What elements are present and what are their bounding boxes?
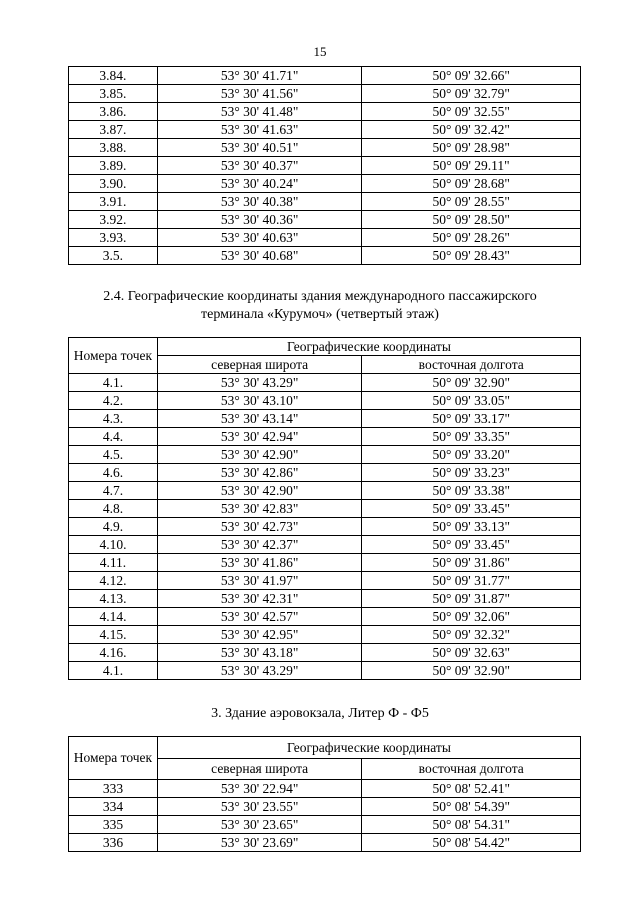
table-row <box>69 157 581 175</box>
point-number-cell: 336 <box>69 834 158 852</box>
point-number-cell: 4.11. <box>69 554 158 572</box>
longitude-header: восточная долгота <box>362 759 581 780</box>
latitude-cell: 53° 30' 40.36" <box>157 211 362 229</box>
table-row <box>69 193 581 211</box>
latitude-cell: 53° 30' 40.63" <box>157 229 362 247</box>
point-number-cell: 3.90. <box>69 175 158 193</box>
point-number-cell: 335 <box>69 816 158 834</box>
table-row <box>69 392 581 410</box>
table-row <box>69 85 581 103</box>
table-row <box>69 374 581 392</box>
point-number-cell: 4.3. <box>69 410 158 428</box>
table-row <box>69 626 581 644</box>
point-number-cell: 4.7. <box>69 482 158 500</box>
longitude-cell: 50° 09' 32.90" <box>362 662 581 680</box>
point-number-cell: 4.12. <box>69 572 158 590</box>
point-number-cell: 3.86. <box>69 103 158 121</box>
section-heading-2-4 <box>0 288 640 324</box>
point-number-cell: 4.14. <box>69 608 158 626</box>
table-row <box>69 121 581 139</box>
longitude-cell: 50° 08' 54.42" <box>362 834 581 852</box>
latitude-cell: 53° 30' 41.56" <box>157 85 362 103</box>
latitude-cell: 53° 30' 43.29" <box>157 662 362 680</box>
longitude-cell: 50° 09' 33.05" <box>362 392 581 410</box>
table-row <box>69 572 581 590</box>
table-row <box>69 211 581 229</box>
table-row <box>69 247 581 265</box>
latitude-cell: 53° 30' 40.37" <box>157 157 362 175</box>
points-header: Номера точек <box>69 338 158 374</box>
latitude-cell: 53° 30' 43.14" <box>157 410 362 428</box>
latitude-cell: 53° 30' 40.24" <box>157 175 362 193</box>
point-number-cell: 4.16. <box>69 644 158 662</box>
longitude-cell: 50° 09' 28.43" <box>362 247 581 265</box>
latitude-cell: 53° 30' 41.86" <box>157 554 362 572</box>
table-row <box>69 229 581 247</box>
coords-header: Географические координаты <box>157 737 580 759</box>
table-row <box>69 608 581 626</box>
section-heading-3: 3. Здание аэровокзала, Литер Ф - Ф5 <box>211 706 429 721</box>
latitude-cell: 53° 30' 42.90" <box>157 482 362 500</box>
table-row <box>69 139 581 157</box>
coordinates-table-terminal <box>68 337 581 680</box>
coordinates-table-building <box>68 736 581 852</box>
table-row <box>69 464 581 482</box>
longitude-cell: 50° 09' 33.35" <box>362 428 581 446</box>
point-number-cell: 3.84. <box>69 67 158 85</box>
longitude-cell: 50° 09' 32.63" <box>362 644 581 662</box>
point-number-cell: 4.15. <box>69 626 158 644</box>
latitude-cell: 53° 30' 42.31" <box>157 590 362 608</box>
page-number: 15 <box>313 44 327 59</box>
latitude-cell: 53° 30' 40.68" <box>157 247 362 265</box>
longitude-cell: 50° 09' 33.20" <box>362 446 581 464</box>
point-number-cell: 4.8. <box>69 500 158 518</box>
latitude-cell: 53° 30' 42.94" <box>157 428 362 446</box>
latitude-cell: 53° 30' 42.90" <box>157 446 362 464</box>
longitude-cell: 50° 08' 52.41" <box>362 780 581 798</box>
longitude-header: восточная долгота <box>362 356 581 374</box>
point-number-cell: 334 <box>69 798 158 816</box>
coordinates-table-continued <box>68 66 581 265</box>
latitude-cell: 53° 30' 43.10" <box>157 392 362 410</box>
point-number-cell: 4.2. <box>69 392 158 410</box>
longitude-cell: 50° 09' 32.79" <box>362 85 581 103</box>
latitude-cell: 53° 30' 42.57" <box>157 608 362 626</box>
longitude-cell: 50° 09' 32.32" <box>362 626 581 644</box>
longitude-cell: 50° 09' 33.13" <box>362 518 581 536</box>
latitude-header: северная широта <box>157 356 362 374</box>
point-number-cell: 4.5. <box>69 446 158 464</box>
longitude-cell: 50° 09' 28.98" <box>362 139 581 157</box>
table-row <box>69 536 581 554</box>
table-row <box>69 428 581 446</box>
table-row <box>69 410 581 428</box>
longitude-cell: 50° 09' 28.26" <box>362 229 581 247</box>
latitude-cell: 53° 30' 42.95" <box>157 626 362 644</box>
longitude-cell: 50° 09' 28.68" <box>362 175 581 193</box>
point-number-cell: 3.88. <box>69 139 158 157</box>
longitude-cell: 50° 09' 28.55" <box>362 193 581 211</box>
longitude-cell: 50° 09' 32.90" <box>362 374 581 392</box>
longitude-cell: 50° 08' 54.31" <box>362 816 581 834</box>
point-number-cell: 3.93. <box>69 229 158 247</box>
longitude-cell: 50° 09' 33.38" <box>362 482 581 500</box>
longitude-cell: 50° 09' 32.06" <box>362 608 581 626</box>
point-number-cell: 3.87. <box>69 121 158 139</box>
longitude-cell: 50° 09' 33.17" <box>362 410 581 428</box>
latitude-cell: 53° 30' 41.48" <box>157 103 362 121</box>
longitude-cell: 50° 09' 29.11" <box>362 157 581 175</box>
longitude-cell: 50° 09' 28.50" <box>362 211 581 229</box>
longitude-cell: 50° 09' 31.86" <box>362 554 581 572</box>
latitude-cell: 53° 30' 41.63" <box>157 121 362 139</box>
table-row <box>69 175 581 193</box>
table-row <box>69 662 581 680</box>
table-row <box>69 816 581 834</box>
table-row <box>69 780 581 798</box>
longitude-cell: 50° 09' 32.55" <box>362 103 581 121</box>
longitude-cell: 50° 09' 33.45" <box>362 500 581 518</box>
latitude-cell: 53° 30' 23.55" <box>157 798 362 816</box>
latitude-cell: 53° 30' 42.37" <box>157 536 362 554</box>
latitude-cell: 53° 30' 41.97" <box>157 572 362 590</box>
longitude-cell: 50° 09' 33.23" <box>362 464 581 482</box>
latitude-cell: 53° 30' 40.38" <box>157 193 362 211</box>
latitude-cell: 53° 30' 40.51" <box>157 139 362 157</box>
point-number-cell: 4.13. <box>69 590 158 608</box>
longitude-cell: 50° 09' 32.42" <box>362 121 581 139</box>
latitude-cell: 53° 30' 42.86" <box>157 464 362 482</box>
point-number-cell: 4.10. <box>69 536 158 554</box>
table-row <box>69 67 581 85</box>
table-row <box>69 518 581 536</box>
longitude-cell: 50° 09' 32.66" <box>362 67 581 85</box>
latitude-cell: 53° 30' 22.94" <box>157 780 362 798</box>
point-number-cell: 4.4. <box>69 428 158 446</box>
longitude-cell: 50° 09' 33.45" <box>362 536 581 554</box>
latitude-cell: 53° 30' 23.65" <box>157 816 362 834</box>
table-row <box>69 103 581 121</box>
longitude-cell: 50° 08' 54.39" <box>362 798 581 816</box>
table-row <box>69 500 581 518</box>
point-number-cell: 3.92. <box>69 211 158 229</box>
point-number-cell: 3.5. <box>69 247 158 265</box>
latitude-cell: 53° 30' 43.29" <box>157 374 362 392</box>
coords-header: Географические координаты <box>157 338 580 356</box>
point-number-cell: 3.85. <box>69 85 158 103</box>
point-number-cell: 3.91. <box>69 193 158 211</box>
point-number-cell: 4.1. <box>69 374 158 392</box>
section-heading-line: терминала «Курумоч» (четвертый этаж) <box>201 307 439 322</box>
point-number-cell: 4.9. <box>69 518 158 536</box>
table-row <box>69 798 581 816</box>
latitude-cell: 53° 30' 42.73" <box>157 518 362 536</box>
longitude-cell: 50° 09' 31.87" <box>362 590 581 608</box>
latitude-cell: 53° 30' 42.83" <box>157 500 362 518</box>
table-row <box>69 446 581 464</box>
table-row <box>69 554 581 572</box>
point-number-cell: 333 <box>69 780 158 798</box>
latitude-cell: 53° 30' 23.69" <box>157 834 362 852</box>
longitude-cell: 50° 09' 31.77" <box>362 572 581 590</box>
section-heading-line: 2.4. Географические координаты здания международного пассажирского <box>103 289 537 304</box>
latitude-cell: 53° 30' 43.18" <box>157 644 362 662</box>
point-number-cell: 4.1. <box>69 662 158 680</box>
latitude-header: северная широта <box>157 759 362 780</box>
points-header: Номера точек <box>69 737 158 780</box>
table-row <box>69 482 581 500</box>
table-row <box>69 834 581 852</box>
latitude-cell: 53° 30' 41.71" <box>157 67 362 85</box>
table-row <box>69 590 581 608</box>
point-number-cell: 4.6. <box>69 464 158 482</box>
point-number-cell: 3.89. <box>69 157 158 175</box>
table-row <box>69 644 581 662</box>
